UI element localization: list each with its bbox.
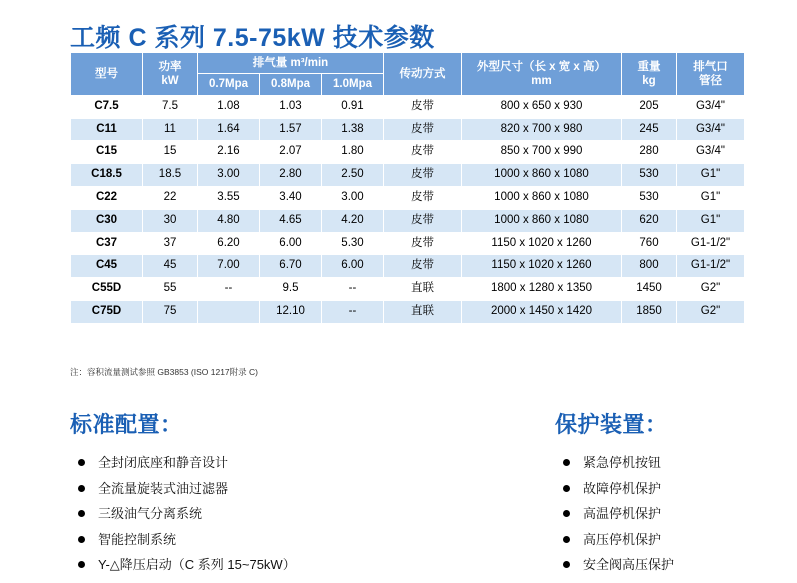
table-row xyxy=(71,278,745,301)
cell-dimensions: 820 x 700 x 980 xyxy=(462,118,622,141)
header-flow-group: 排气量 m³/min xyxy=(198,53,384,74)
cell-drive: 皮带 xyxy=(384,255,462,278)
cell-flow-07: 7.00 xyxy=(198,255,260,278)
bullet-icon xyxy=(78,485,85,492)
cell-weight: 205 xyxy=(622,95,677,118)
list-item-label: 全封闭底座和静音设计 xyxy=(98,455,229,470)
cell-outlet: G1-1/2" xyxy=(677,255,745,278)
cell-outlet: G3/4" xyxy=(677,118,745,141)
cell-outlet: G3/4" xyxy=(677,95,745,118)
cell-flow-10: 2.50 xyxy=(322,164,384,187)
cell-power: 55 xyxy=(143,278,198,301)
cell-dimensions: 850 x 700 x 990 xyxy=(462,141,622,164)
cell-power: 75 xyxy=(143,300,198,323)
cell-drive: 皮带 xyxy=(384,186,462,209)
cell-power: 15 xyxy=(143,141,198,164)
header-outlet-line1: 排气口 xyxy=(693,60,728,73)
bullet-icon xyxy=(78,561,85,568)
table-row xyxy=(71,118,745,141)
table-footnote: 注：容积流量测试参照 GB3853 (ISO 1217附录 C) xyxy=(70,367,258,377)
cell-flow-07: 4.80 xyxy=(198,209,260,232)
cell-model: C55D xyxy=(71,278,143,301)
cell-weight: 1850 xyxy=(622,300,677,323)
bullet-icon xyxy=(563,510,570,517)
standard-config-title: 标准配置： xyxy=(70,412,183,437)
bullet-icon xyxy=(78,536,85,543)
cell-drive: 皮带 xyxy=(384,209,462,232)
cell-dimensions: 2000 x 1450 x 1420 xyxy=(462,300,622,323)
cell-dimensions: 1000 x 860 x 1080 xyxy=(462,209,622,232)
cell-flow-07: 1.08 xyxy=(198,95,260,118)
page-title: 工频 C 系列 7.5-75kW 技术参数 xyxy=(70,24,435,52)
cell-power: 37 xyxy=(143,232,198,255)
list-item xyxy=(555,557,795,573)
cell-dimensions: 800 x 650 x 930 xyxy=(462,95,622,118)
cell-flow-08: 6.00 xyxy=(260,232,322,255)
cell-weight: 800 xyxy=(622,255,677,278)
list-item xyxy=(70,506,400,522)
cell-drive: 皮带 xyxy=(384,141,462,164)
cell-weight: 760 xyxy=(622,232,677,255)
list-item-label: 故障停机保护 xyxy=(583,480,662,496)
cell-flow-08: 3.40 xyxy=(260,186,322,209)
cell-flow-07: 3.55 xyxy=(198,186,260,209)
cell-weight: 620 xyxy=(622,209,677,232)
cell-power: 45 xyxy=(143,255,198,278)
protection-list xyxy=(555,455,795,573)
cell-outlet: G1-1/2" xyxy=(677,232,745,255)
cell-model: C7.5 xyxy=(71,95,143,118)
cell-power: 22 xyxy=(143,186,198,209)
cell-weight: 280 xyxy=(622,141,677,164)
table-row xyxy=(71,232,745,255)
header-flow-07: 0.7Mpa xyxy=(198,74,260,95)
cell-dimensions: 1150 x 1020 x 1260 xyxy=(462,255,622,278)
cell-flow-10: 5.30 xyxy=(322,232,384,255)
bullet-icon xyxy=(563,536,570,543)
cell-outlet: G1" xyxy=(677,209,745,232)
standard-config-list xyxy=(70,455,400,573)
cell-flow-10: 1.38 xyxy=(322,118,384,141)
cell-flow-07: 6.20 xyxy=(198,232,260,255)
cell-weight: 1450 xyxy=(622,278,677,301)
cell-power: 30 xyxy=(143,209,198,232)
cell-flow-10: 6.00 xyxy=(322,255,384,278)
table-row xyxy=(71,300,745,323)
table-row xyxy=(71,164,745,187)
header-dimensions-line1: 外型尺寸（长 x 宽 x 高） xyxy=(476,60,607,73)
header-drive: 传动方式 xyxy=(384,53,462,96)
list-item xyxy=(70,557,400,573)
cell-model: C37 xyxy=(71,232,143,255)
cell-flow-08: 4.65 xyxy=(260,209,322,232)
cell-flow-08: 2.07 xyxy=(260,141,322,164)
table-row xyxy=(71,255,745,278)
cell-power: 18.5 xyxy=(143,164,198,187)
cell-dimensions: 1800 x 1280 x 1350 xyxy=(462,278,622,301)
cell-power: 11 xyxy=(143,118,198,141)
list-item-label: 三级油气分离系统 xyxy=(98,506,203,522)
cell-outlet: G2" xyxy=(677,278,745,301)
header-flow-10: 1.0Mpa xyxy=(322,74,384,95)
cell-weight: 530 xyxy=(622,186,677,209)
bullet-icon xyxy=(563,459,570,466)
list-item xyxy=(555,532,795,548)
cell-flow-07: 3.00 xyxy=(198,164,260,187)
cell-flow-10: 3.00 xyxy=(322,186,384,209)
header-flow-08: 0.8Mpa xyxy=(260,74,322,95)
cell-flow-10: -- xyxy=(322,278,384,301)
cell-dimensions: 1000 x 860 x 1080 xyxy=(462,164,622,187)
protection-section xyxy=(555,408,795,583)
cell-flow-07: -- xyxy=(198,278,260,301)
cell-flow-07: 1.64 xyxy=(198,118,260,141)
cell-outlet: G3/4" xyxy=(677,141,745,164)
cell-model: C11 xyxy=(71,118,143,141)
cell-flow-08: 1.03 xyxy=(260,95,322,118)
cell-flow-10: 4.20 xyxy=(322,209,384,232)
list-item-label: 智能控制系统 xyxy=(98,531,177,547)
list-item xyxy=(555,455,795,471)
list-item-label: Y-△降压启动（C 系列 15~75kW） xyxy=(98,557,296,573)
cell-dimensions: 1150 x 1020 x 1260 xyxy=(462,232,622,255)
bullet-icon xyxy=(78,510,85,517)
cell-drive: 皮带 xyxy=(384,118,462,141)
header-power xyxy=(143,53,198,96)
cell-outlet: G1" xyxy=(677,164,745,187)
header-weight xyxy=(622,53,677,96)
bullet-icon xyxy=(563,561,570,568)
cell-drive: 直联 xyxy=(384,278,462,301)
header-power-line1: 功率 xyxy=(158,60,182,73)
header-dimensions xyxy=(462,53,622,96)
cell-power: 7.5 xyxy=(143,95,198,118)
list-item xyxy=(70,481,400,497)
cell-flow-10: 1.80 xyxy=(322,141,384,164)
header-weight-line2: kg xyxy=(642,74,656,87)
table-row xyxy=(71,209,745,232)
cell-outlet: G2" xyxy=(677,300,745,323)
list-item xyxy=(555,506,795,522)
cell-model: C22 xyxy=(71,186,143,209)
cell-dimensions: 1000 x 860 x 1080 xyxy=(462,186,622,209)
list-item-label: 高温停机保护 xyxy=(583,506,662,522)
table-row xyxy=(71,186,745,209)
cell-drive: 直联 xyxy=(384,300,462,323)
cell-flow-07 xyxy=(198,300,260,323)
list-item xyxy=(70,532,400,548)
list-item-label: 紧急停机按钮 xyxy=(583,455,662,470)
protection-title: 保护装置： xyxy=(555,412,668,437)
list-item-label: 高压停机保护 xyxy=(583,531,662,547)
cell-weight: 245 xyxy=(622,118,677,141)
cell-model: C18.5 xyxy=(71,164,143,187)
cell-model: C75D xyxy=(71,300,143,323)
table-header-row-1 xyxy=(71,53,745,74)
cell-flow-07: 2.16 xyxy=(198,141,260,164)
cell-flow-08: 12.10 xyxy=(260,300,322,323)
cell-model: C30 xyxy=(71,209,143,232)
list-item xyxy=(70,455,400,471)
cell-flow-08: 9.5 xyxy=(260,278,322,301)
cell-flow-10: -- xyxy=(322,300,384,323)
header-model: 型号 xyxy=(71,53,143,96)
table-row xyxy=(71,141,745,164)
header-outlet xyxy=(677,53,745,96)
cell-outlet: G1" xyxy=(677,186,745,209)
header-weight-line1: 重量 xyxy=(637,60,661,73)
list-item-label: 全流量旋装式油过滤器 xyxy=(98,480,229,496)
header-dimensions-line2: mm xyxy=(531,74,552,87)
cell-flow-08: 2.80 xyxy=(260,164,322,187)
list-item-label: 安全阀高压保护 xyxy=(583,557,675,573)
cell-model: C45 xyxy=(71,255,143,278)
list-item xyxy=(555,481,795,497)
bullet-icon xyxy=(78,459,85,466)
cell-drive: 皮带 xyxy=(384,164,462,187)
cell-flow-08: 6.70 xyxy=(260,255,322,278)
standard-config-section xyxy=(70,408,400,583)
cell-drive: 皮带 xyxy=(384,232,462,255)
cell-model: C15 xyxy=(71,141,143,164)
table-row xyxy=(71,95,745,118)
header-power-line2: kW xyxy=(161,74,179,87)
cell-weight: 530 xyxy=(622,164,677,187)
cell-flow-10: 0.91 xyxy=(322,95,384,118)
cell-drive: 皮带 xyxy=(384,95,462,118)
cell-flow-08: 1.57 xyxy=(260,118,322,141)
header-outlet-line2: 管径 xyxy=(699,74,722,87)
bullet-icon xyxy=(563,485,570,492)
spec-table xyxy=(70,52,745,324)
